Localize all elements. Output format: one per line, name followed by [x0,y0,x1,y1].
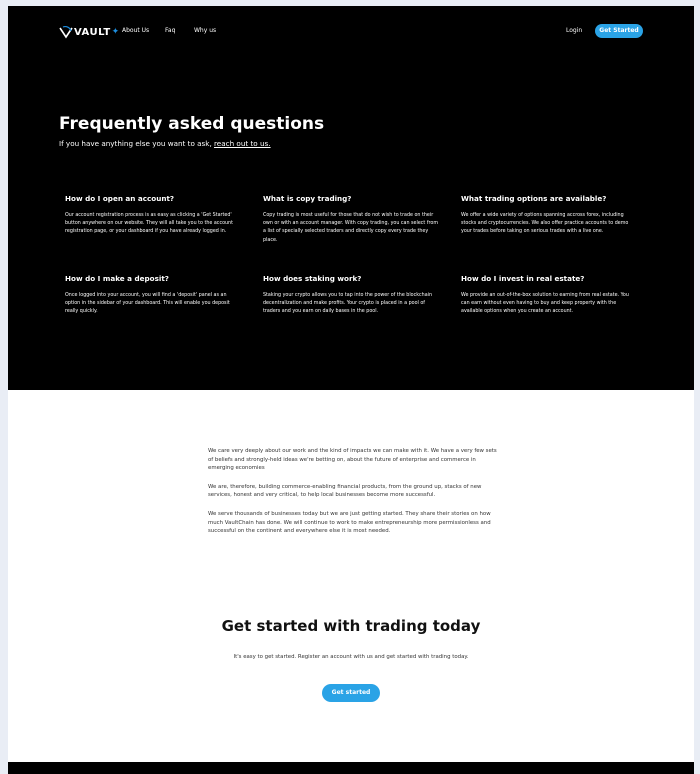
footer-bar [8,762,694,774]
about-section [208,447,498,546]
logo-text: VAULT [74,26,111,38]
faq-item-real-estate [461,274,639,317]
about-paragraph: We serve thousands of businesses today but we are just getting started. They share their stories on how much VaultChain has done. We will continue to work to make entrepreneurship more permissionless and successful on the continent and everywhere else it is most needed. [208,510,491,535]
logo[interactable] [59,25,119,39]
reach-out-link[interactable]: reach out to us. [214,139,271,148]
faq-item-copy-trading [263,194,441,245]
faq-answer: Once logged into your account, you will find a 'deposit' panel as an option in the sidebar of your dashboard. This will enable you deposit really quickly. [65,293,230,315]
cta-title: Get started with trading today [221,617,481,635]
cta-text: It's easy to get started. Register an account with us and get started with trading today. [233,654,469,660]
about-paragraph: We care very deeply about our work and the kind of impacts we can make with it. We have a very few sets of beliefs and strongly-held ideas we're betting on, about the future of enterprise and commerce in emerging economies [208,448,497,472]
faq-section [8,6,694,390]
faq-item-trading-options [461,194,639,237]
faq-item-staking [263,274,441,317]
faq-question: How do I invest in real estate? [461,274,585,283]
faq-answer: We offer a wide variety of options spanning accross forex, including stocks and cryptocurrencies. We also offer practice accounts to demo your trades before taking on serious trades with a live one. [461,213,629,235]
faq-question: What is copy trading? [263,194,352,203]
faq-question: How do I make a deposit? [65,274,169,283]
faq-question: How do I open an account? [65,194,175,203]
nav-about-us[interactable]: About Us [122,27,150,34]
page [8,6,694,774]
faq-question: How does staking work? [263,274,362,283]
faq-answer: Staking your crypto allows you to tap into the power of the blockchain decentralization and make profits. Your crypto is placed in a pool of traders and you earn on daily bases in the pool. [263,293,433,315]
faq-item-open-account [65,194,243,237]
faq-subtitle-text: If you have anything else you want to ask, [59,139,215,148]
faq-answer: Our account registration process is as easy as clicking a 'Get Started' button anywhere on our website. They will all take you to the account registration page, or your dashboard if you have already logged in. [65,213,233,235]
get-started-header-button[interactable]: Get Started [595,24,643,38]
faq-subtitle [59,139,271,148]
nav-faq[interactable]: Faq [165,27,176,34]
faq-item-deposit [65,274,243,317]
nav-why-us[interactable]: Why us [194,27,217,34]
faq-answer: Copy trading is most useful for those that do not wish to trade on their own or with an account manager. With copy trading, you can select from a list of specially selected traders and directly copy every trade they place. [263,213,438,243]
logo-icon [59,25,73,39]
get-started-cta-button[interactable]: Get started [322,684,380,702]
login-link[interactable]: Login [566,27,583,34]
faq-answer: We provide an out-of-the-box solution to earning from real estate. You can earn without even having to buy and keep property with the available options when you create an account. [461,293,629,315]
logo-star-icon: ✦ [111,27,120,37]
faq-question: What trading options are available? [461,194,607,203]
about-paragraph: We are, therefore, building commerce-enabling financial products, from the ground up, stacks of new services, honest and very critical, to help local businesses become more successful. [208,483,482,499]
faq-title: Frequently asked questions [59,114,325,134]
